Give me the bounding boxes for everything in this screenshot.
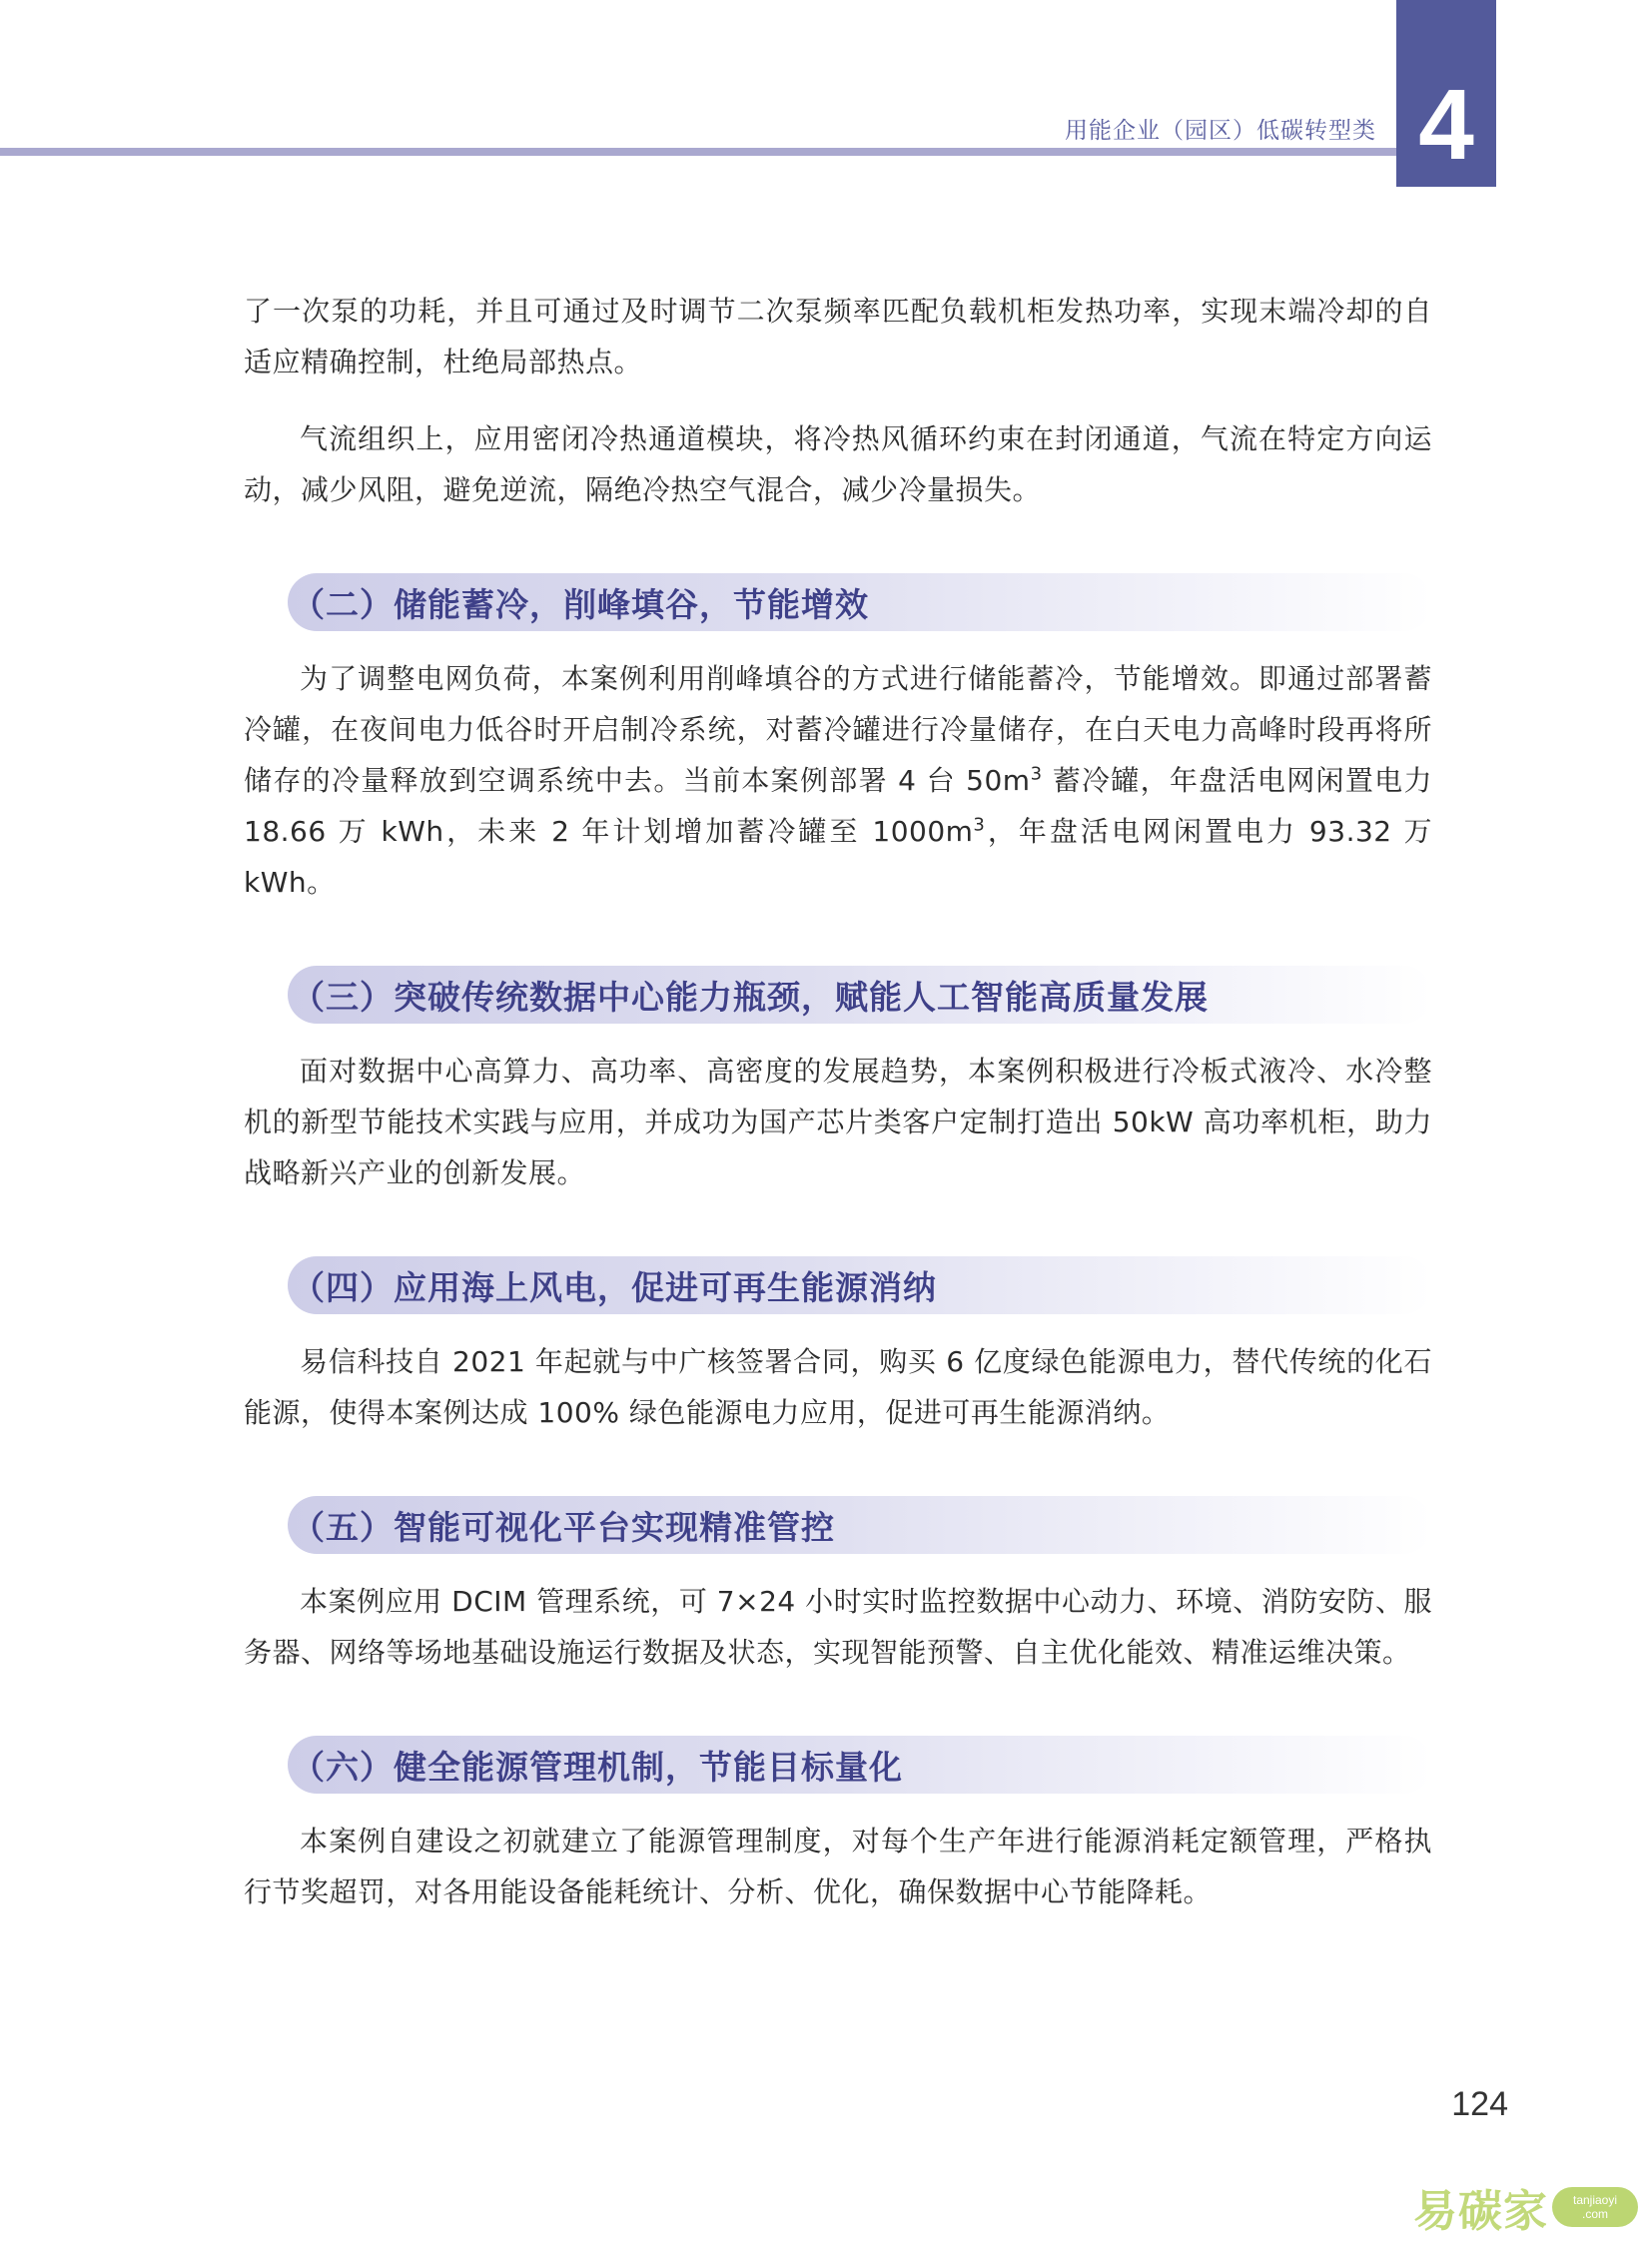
watermark-badge-line2: .com <box>1581 2207 1608 2221</box>
header-rule <box>0 148 1398 156</box>
section-heading-text: （二）储能蓄冷，削峰填谷，节能增效 <box>292 584 869 624</box>
paragraph-text: ，年盘活电网闲置电力 93.32 万 kWh。 <box>244 815 1433 899</box>
superscript: 3 <box>1030 763 1043 785</box>
chapter-number-tab: 4 <box>1396 0 1496 187</box>
paragraph-dcim: 本案例应用 DCIM 管理系统，可 7×24 小时实时监控数据中心动力、环境、消防安防、服务器、网络等场地基础设施运行数据及状态，实现智能预警、自主优化能效、精准运维决策。 <box>244 1585 1432 1669</box>
paragraph-continuation: 了一次泵的功耗，并且可通过及时调节二次泵频率匹配负载机柜发热功率，实现末端冷却的自适应精确控制，杜绝局部热点。 <box>244 295 1432 378</box>
section-heading-text: （四）应用海上风电，促进可再生能源消纳 <box>292 1267 937 1307</box>
section-label: 用能企业（园区）低碳转型类 <box>1065 118 1376 144</box>
section-heading-text: （六）健全能源管理机制，节能目标量化 <box>292 1747 903 1787</box>
section-heading-3 <box>288 966 1432 1024</box>
watermark-badge-line1: tanjiaoyi <box>1572 2192 1618 2207</box>
paragraph-text: 为了调整电网负荷，本案例利用削峰填谷的方式进行储能蓄冷，节能增效。即通过部署蓄冷罐，在夜间电力低谷时开启制冷系统，对蓄冷罐进行冷量储存，在白天电力高峰时段再将所储存的冷量释放到空调系统中去。当前本案例部署 4 台 50m <box>244 662 1432 797</box>
watermark-text: 易碳家 <box>1413 2186 1548 2237</box>
watermark-badge <box>1552 2187 1638 2227</box>
paragraph-storage <box>244 653 1432 908</box>
section-heading-text: （三）突破传统数据中心能力瓶颈，赋能人工智能高质量发展 <box>292 977 1209 1017</box>
section-heading-text: （五）智能可视化平台实现精准管控 <box>292 1507 835 1547</box>
page-number: 124 <box>1451 2085 1508 2123</box>
section-heading-6 <box>288 1736 1432 1794</box>
paragraph-energy-management: 本案例自建设之初就建立了能源管理制度，对每个生产年进行能源消耗定额管理，严格执行节奖超罚，对各用能设备能耗统计、分析、优化，确保数据中心节能降耗。 <box>244 1825 1432 1908</box>
superscript: 3 <box>973 814 986 836</box>
section-heading-2 <box>288 573 1432 631</box>
paragraph-liquid-cooling: 面对数据中心高算力、高功率、高密度的发展趋势，本案例积极进行冷板式液冷、水冷整机的新型节能技术实践与应用，并成功为国产芯片类客户定制打造出 50kW 高功率机柜，助力战略新兴产业的创新发展。 <box>244 1055 1432 1189</box>
paragraph-wind-power: 易信科技自 2021 年起就与中广核签署合同，购买 6 亿度绿色能源电力，替代传统的化石能源，使得本案例达成 100% 绿色能源电力应用，促进可再生能源消纳。 <box>244 1345 1432 1429</box>
page-content <box>244 286 1432 1943</box>
paragraph-airflow: 气流组织上，应用密闭冷热通道模块，将冷热风循环约束在封闭通道，气流在特定方向运动，减少风阻，避免逆流，隔绝冷热空气混合，减少冷量损失。 <box>244 422 1432 506</box>
section-heading-4 <box>288 1256 1432 1314</box>
section-heading-5 <box>288 1496 1432 1554</box>
watermark-logo <box>1413 2175 1638 2239</box>
paragraph-text: 蓄冷罐，年盘活电网闲置电力 18.66 万 kWh，未来 2 年计划增加蓄冷罐至 1000m <box>244 764 1432 848</box>
